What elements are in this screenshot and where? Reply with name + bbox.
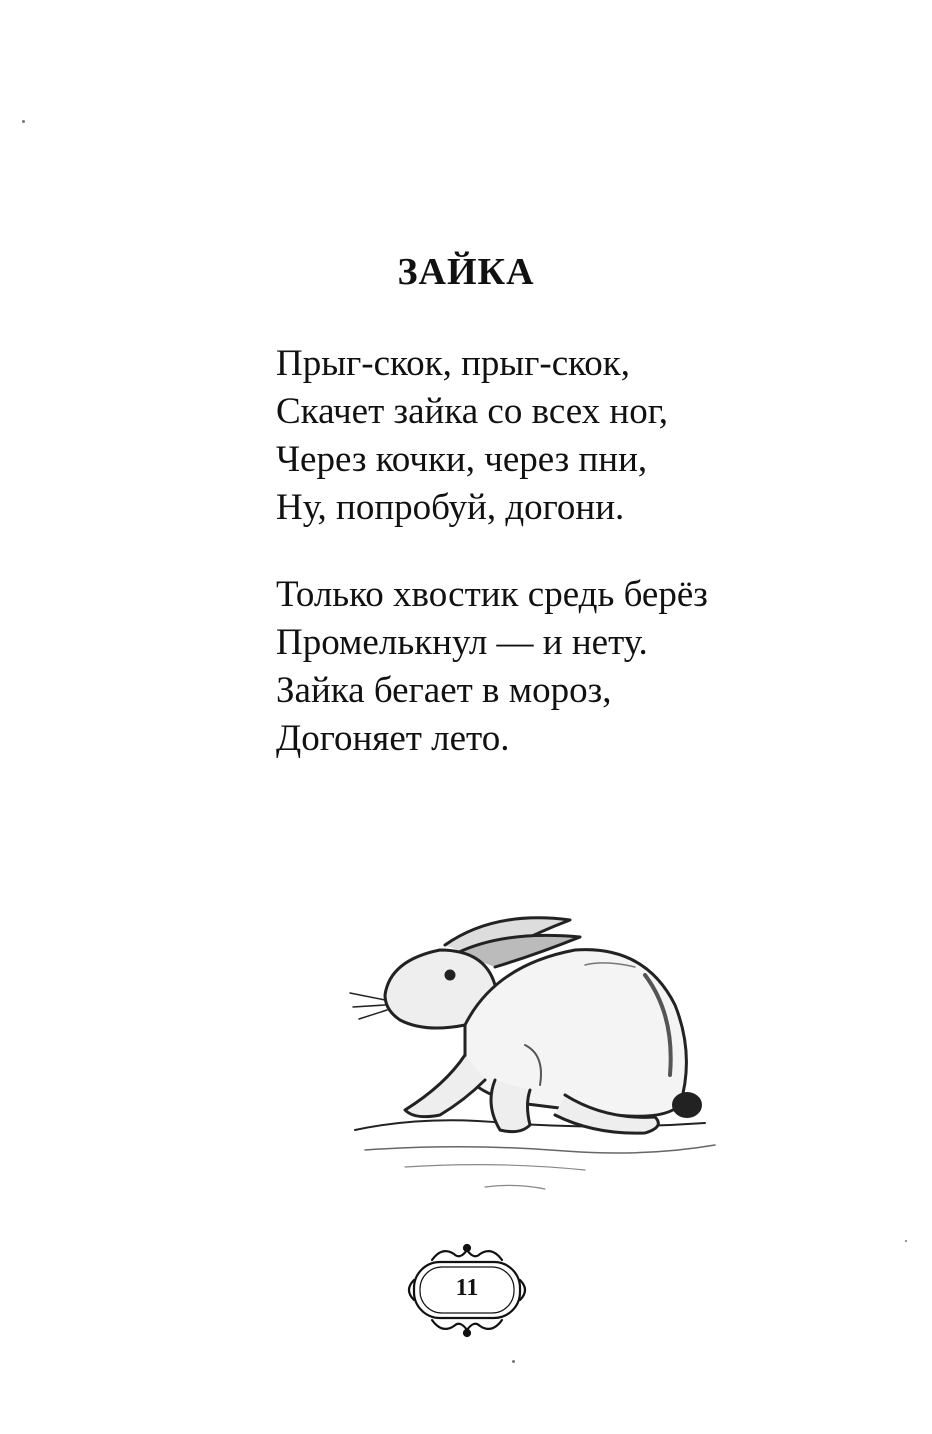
poem-line: Через кочки, через пни, [276,439,648,480]
stanza-2 [276,571,896,763]
poem-line: Прыг-скок, прыг-скок, [276,343,630,384]
poem-line: Промелькнул — и нету. [276,622,648,663]
poem-line: Зайка бегает в мороз, [276,670,612,711]
scan-speck [512,1360,515,1363]
poem-body [276,340,896,802]
poem-line: Догоняет лето. [276,718,510,759]
page-number: 11 [455,1275,479,1301]
poem-line: Только хвостик средь берёз [276,574,708,615]
hare-icon [345,905,725,1205]
poem-line: Скачет зайка со всех ног, [276,391,668,432]
scan-speck [905,1240,907,1242]
scan-speck [22,120,25,123]
poem-title: ЗАЙКА [397,251,535,293]
stanza-1 [276,340,896,532]
poem-line: Ну, попробуй, догони. [276,487,625,528]
